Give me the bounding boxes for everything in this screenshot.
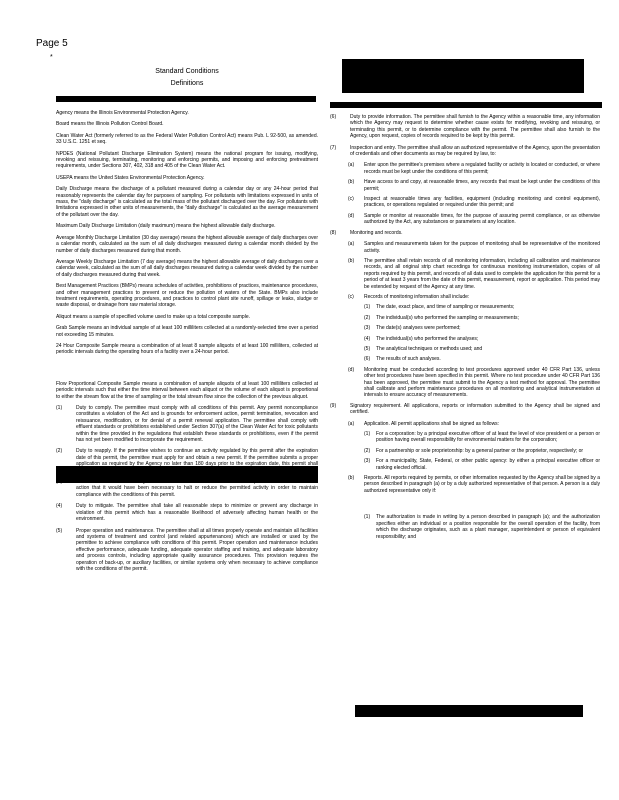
standard-conditions-title: Standard Conditions	[155, 68, 219, 75]
bar-spacer	[56, 361, 318, 381]
subitem-letter: (a)	[348, 162, 355, 169]
records-list-item	[364, 336, 600, 342]
condition-item	[330, 145, 600, 158]
item-number: (8)	[330, 229, 337, 236]
records-list-number: (3)	[364, 325, 371, 332]
records-list-text: The results of such analyses.	[376, 356, 441, 363]
records-list-number: (1)	[364, 304, 371, 311]
application-list-item	[364, 448, 600, 454]
condition-item	[56, 479, 318, 498]
condition-item	[56, 503, 318, 522]
item-number: (5)	[56, 527, 63, 534]
definition-paragraph: Clean Water Act (formerly referred to as the Federal Water Pollution Control Act) means Pub. L 92-500, as amended. 33 U.S.C. 1251 et seq.	[56, 132, 318, 146]
application-list-item	[364, 458, 600, 471]
subitem-text: Monitoring must be conducted according to test procedures approved under 40 CFR Part 136, unless other test procedures have been specified in this permit. Where no test procedure under 40 CFR Part 136 has been approved, the permittee must submit to the Agency a test method for approval. The permittee shall calibrate and perform maintenance procedures on all monitoring and analytical instrumentation at intervals to ensure accuracy of measurements.	[364, 366, 600, 399]
application-list-item	[364, 431, 600, 444]
subitem-letter: (d)	[348, 366, 355, 373]
definition-paragraph: Maximum Daily Discharge Limitation (daily maximum) means the highest allowable daily discharge.	[56, 223, 276, 230]
application-list-text: For a corporation: by a principal executive officer of at least the level of vice president or a person or position having overall responsibility for environmental matters for the corporation;	[376, 431, 600, 444]
definition-paragraph: 24 Hour Composite Sample means a combination of at least 8 sample aliquots of at least 100 milliliters, collected at periodic intervals during the operating hours of a facility over a 24-hour period.	[56, 342, 318, 356]
redaction-bar-left-thin	[56, 96, 316, 102]
subitem-text: Sample or monitor at reasonable times, for the purpose of assuring permit compliance, or as otherwise authorized by the Act, any substances or parameters at any location.	[364, 212, 600, 226]
definition-paragraph: USEPA means the United States Environmental Protection Agency.	[56, 174, 205, 181]
records-list-number: (5)	[364, 345, 371, 352]
definition-paragraph: Best Management Practices (BMPs) means schedules of activities, prohibitions of practices, maintenance procedures, and other management practices to prevent or reduce the pollution of waters of the State. BMPs also include treatment requirements, operating procedures, and practices to control plant site runoff, spillage or leaks, sludge or waste disposal, or drainage from raw material storage.	[56, 283, 318, 309]
condition-item	[56, 405, 318, 443]
records-list-item	[364, 346, 600, 352]
records-list-text: The date(s) analyses were performed;	[376, 325, 461, 332]
records-list-text: The analytical techniques or methods used; and	[376, 345, 483, 352]
application-list-number: (3)	[364, 458, 371, 465]
definition-paragraph: Daily Discharge means the discharge of a pollutant measured during a calendar day or any 24-hour period that reasonably represents the calendar day for purposes of sampling. For pollutants with limitations expressed in units of mass, the "daily discharge" is calculated as the total mass of the pollutant discharged over the day. For pollutants with limitations expressed in other units of measurements, the "daily discharge" is calculated as the average measurement of the pollutant over the day.	[56, 186, 318, 218]
records-list-number: (2)	[364, 314, 371, 321]
item-number: (1)	[56, 405, 63, 411]
item-number: (7)	[330, 144, 337, 151]
subitem-text: Samples and measurements taken for the purpose of monitoring shall be representative of the monitored activity.	[364, 241, 600, 254]
inspection-subitem	[348, 196, 600, 209]
records-list-text: The individual(s) who performed the sampling or measurements;	[376, 314, 519, 321]
authorization-list-text: The authorization is made in writing by a person described in paragraph (a); and the authorization specifies either an individual or a position responsible for the overall operation of the facility, from which the discharge originates, such as a plant manager, superintendent or person of equivalent responsibility; and	[376, 514, 600, 540]
subitem-text: The permittee shall retain records of all monitoring information, including all calibration and maintenance records, and all original strip chart recordings for continuous monitoring instrumentation, copies of all reports required by this permit, and records of all data used to complete the application for this permit for a period of at least 3 years from the date of this permit, measurement, report or application. This period may be extended by request of the Agency at any time.	[364, 257, 600, 290]
subitem-letter: (b)	[348, 475, 355, 482]
definition-paragraph: Agency means the Illinois Environmental Protection Agency.	[56, 110, 189, 116]
item-text: Monitoring and records.	[350, 229, 403, 236]
subitem-text: Enter upon the permittee's premises where a regulated facility or activity is located or conducted, or where records must be kept under the conditions of this permit;	[364, 162, 600, 175]
authorization-list-number: (1)	[364, 514, 371, 521]
subitem-letter: (a)	[348, 241, 355, 248]
item-text: Duty to provide information. The permittee shall furnish to the Agency within a reasonable time, any information which the Agency may request to determine whether cause exists for modifying, revoking and reissuing, or terminating this permit, or to determine compliance with the permit. The permittee shall also furnish to the Agency, upon request, copies of records required to be kept by this permit.	[350, 114, 600, 140]
definition-paragraph: Grab Sample means an individual sample of at least 100 milliliters collected at a randomly-selected time over a period not exceeding 15 minutes.	[56, 325, 318, 338]
subitem-text: Inspect at reasonable times any facilities, equipment (including monitoring and control equipment), practices, or operations regulated or required under this permit; and	[364, 196, 600, 209]
definition-paragraph: Aliquot means a sample of specified volume used to make up a total composite sample.	[56, 313, 250, 320]
application-list-number: (1)	[364, 431, 371, 438]
signatory-subitem	[348, 421, 600, 427]
definition-paragraph: Average Weekly Discharge Limitation (7 day average) means the highest allowable average of daily discharges over a calendar week, calculated as the sum of all daily discharges measured during a calendar week divided by the number of daily discharges measured during that week.	[56, 258, 318, 278]
condition-item	[330, 230, 600, 236]
subitem-text: Reports. All reports required by permits, or other information requested by the Agency shall be signed by a person described in paragraph (a) or by a duly authorized representative of that person. A person is a duly authorized representative only if:	[364, 475, 600, 494]
authorization-list-item	[364, 514, 600, 540]
application-list-text: For a partnership or sole proprietorship: by a general partner or the proprietor, respectively; or	[376, 447, 584, 454]
application-list-text: For a municipality, State, Federal, or other public agency: by either a principal executive officer or ranking elected official.	[376, 458, 600, 471]
records-list-text: The date, exact place, and time of sampling or measurements;	[376, 304, 515, 311]
subitem-text: Have access to and copy, at reasonable times, any records that must be kept under the conditions of this permit;	[364, 179, 600, 192]
monitoring-subitem	[348, 294, 600, 300]
signatory-subitem	[348, 475, 600, 494]
page-number: Page 5	[36, 38, 68, 49]
redaction-bar-right-lower	[355, 705, 583, 717]
subitem-letter: (d)	[348, 212, 355, 219]
subitem-text: Records of monitoring information shall include:	[364, 293, 470, 300]
application-list-number: (2)	[364, 447, 371, 454]
item-number: (4)	[56, 503, 63, 510]
inspection-subitem	[348, 179, 600, 192]
subitem-letter: (a)	[348, 420, 355, 427]
records-list-item	[364, 304, 600, 310]
subitem-text: Application. All permit applications shall be signed as follows:	[364, 420, 500, 427]
condition-item	[56, 448, 318, 474]
item-text: Duty to reapply. If the permittee wishes to continue an activity regulated by this permit after the expiration date of this permit, the permittee must apply for and obtain a new permit. If the permittee submits a proper application as required by the Agency no later than 180 days prior to the expiration date, this permit shall continue in full force and effect until the final Agency decision on the application has been made.	[76, 448, 318, 474]
subitem-letter: (b)	[348, 179, 355, 186]
monitoring-subitem	[348, 258, 600, 290]
item-number: (6)	[330, 114, 337, 120]
records-list-text: The individual(s) who performed the analyses;	[376, 335, 479, 342]
margin-mark: *	[50, 54, 53, 61]
definition-paragraph: Flow Proportional Composite Sample means a combination of sample aliquots of at least 100 milliliters collected at periodic intervals such that either the time interval between each aliquot or the volume of each aliquot is proportional to either the stream flow at the time of sampling or the total stream flow since the collection of the previous aliquot.	[56, 380, 318, 400]
item-number: (3)	[56, 479, 63, 486]
item-number: (2)	[56, 448, 63, 455]
top-bar-spacer	[330, 62, 600, 114]
monitoring-subitem	[348, 367, 600, 399]
item-text: Duty to mitigate. The permittee shall take all reasonable steps to minimize or prevent any discharge in violation of this permit which has a reasonable likelihood of adversely affecting human health or the environment.	[76, 503, 318, 523]
right-column	[330, 62, 600, 544]
subitem-letter: (c)	[348, 196, 354, 203]
item-text: Signatory requirement. All applications, reports or information submitted to the Agency shall be signed and certified.	[350, 402, 600, 416]
records-list-item	[364, 356, 600, 362]
definition-paragraph: Average Monthly Discharge Limitation (30 day average) means the highest allowable average of daily discharges over a calendar month, calculated as the sum of all daily discharges measured during a calendar month divided by the number of daily discharges measured during that month.	[56, 234, 318, 254]
records-list-number: (6)	[364, 356, 371, 363]
definition-paragraph: NPDES (National Pollutant Discharge Elimination System) means the national program for issuing, modifying, revoking and reissuing, terminating, monitoring and enforcing permits, and imposing and enforcing pretreatment requirements, under Sections 307, 402, 318 and 405 of the Clean Water Act.	[56, 150, 318, 170]
records-list-number: (4)	[364, 335, 371, 342]
subitem-letter: (b)	[348, 257, 355, 264]
definition-paragraph: Board means the Illinois Pollution Control Board.	[56, 121, 164, 128]
condition-item	[56, 528, 318, 573]
left-column	[56, 62, 318, 577]
records-list-item	[364, 315, 600, 321]
item-text: Proper operation and maintenance. The permittee shall at all times properly operate and maintain all facilities and systems of treatment and control (and related appurtenances) which are installed or used by the permittee to achieve compliance with conditions of this permit. Proper operation and maintenance includes effective performance, adequate funding, adequate operator staffing and training, and adequate laboratory and process controls, including appropriate quality assurance procedures. This provision requires the operation of back-up, or auxiliary facilities, or similar systems only when necessary to achieve compliance with the conditions of the permit.	[76, 527, 318, 572]
item-text: Need to halt or reduce activity not a defense. It shall not be a defense for a permittee in an enforcement action that it would have been necessary to halt or reduce the permitted activity in order to maintain compliance with the conditions of this permit.	[76, 479, 318, 498]
lower-bar-spacer	[330, 498, 600, 514]
definitions-title: Definitions	[170, 80, 204, 87]
item-text: Duty to comply. The permittee must comply with all conditions of this permit. Any permit noncompliance constitutes a violation of the Act and is grounds for enforcement action, permit termination, revocation and reissuance, modification, or for denial of a permit renewal application. The permittee shall comply with effluent standards or prohibitions established under Section 307(a) of the Clean Water Act for toxic pollutants within the time provided in the regulations that establish these standards or prohibitions, even if the permit has not yet been modified to incorporate the requirement.	[76, 405, 318, 444]
item-number: (9)	[330, 402, 337, 409]
item-text: Inspection and entry. The permittee shall allow an authorized representative of the Agency, upon the presentation of credentials and other documents as may be required by law, to:	[350, 144, 600, 158]
monitoring-subitem	[348, 241, 600, 254]
inspection-subitem	[348, 162, 600, 175]
records-list-item	[364, 325, 600, 331]
condition-item	[330, 403, 600, 416]
subitem-letter: (c)	[348, 293, 354, 300]
condition-item	[330, 114, 600, 140]
inspection-subitem	[348, 213, 600, 226]
